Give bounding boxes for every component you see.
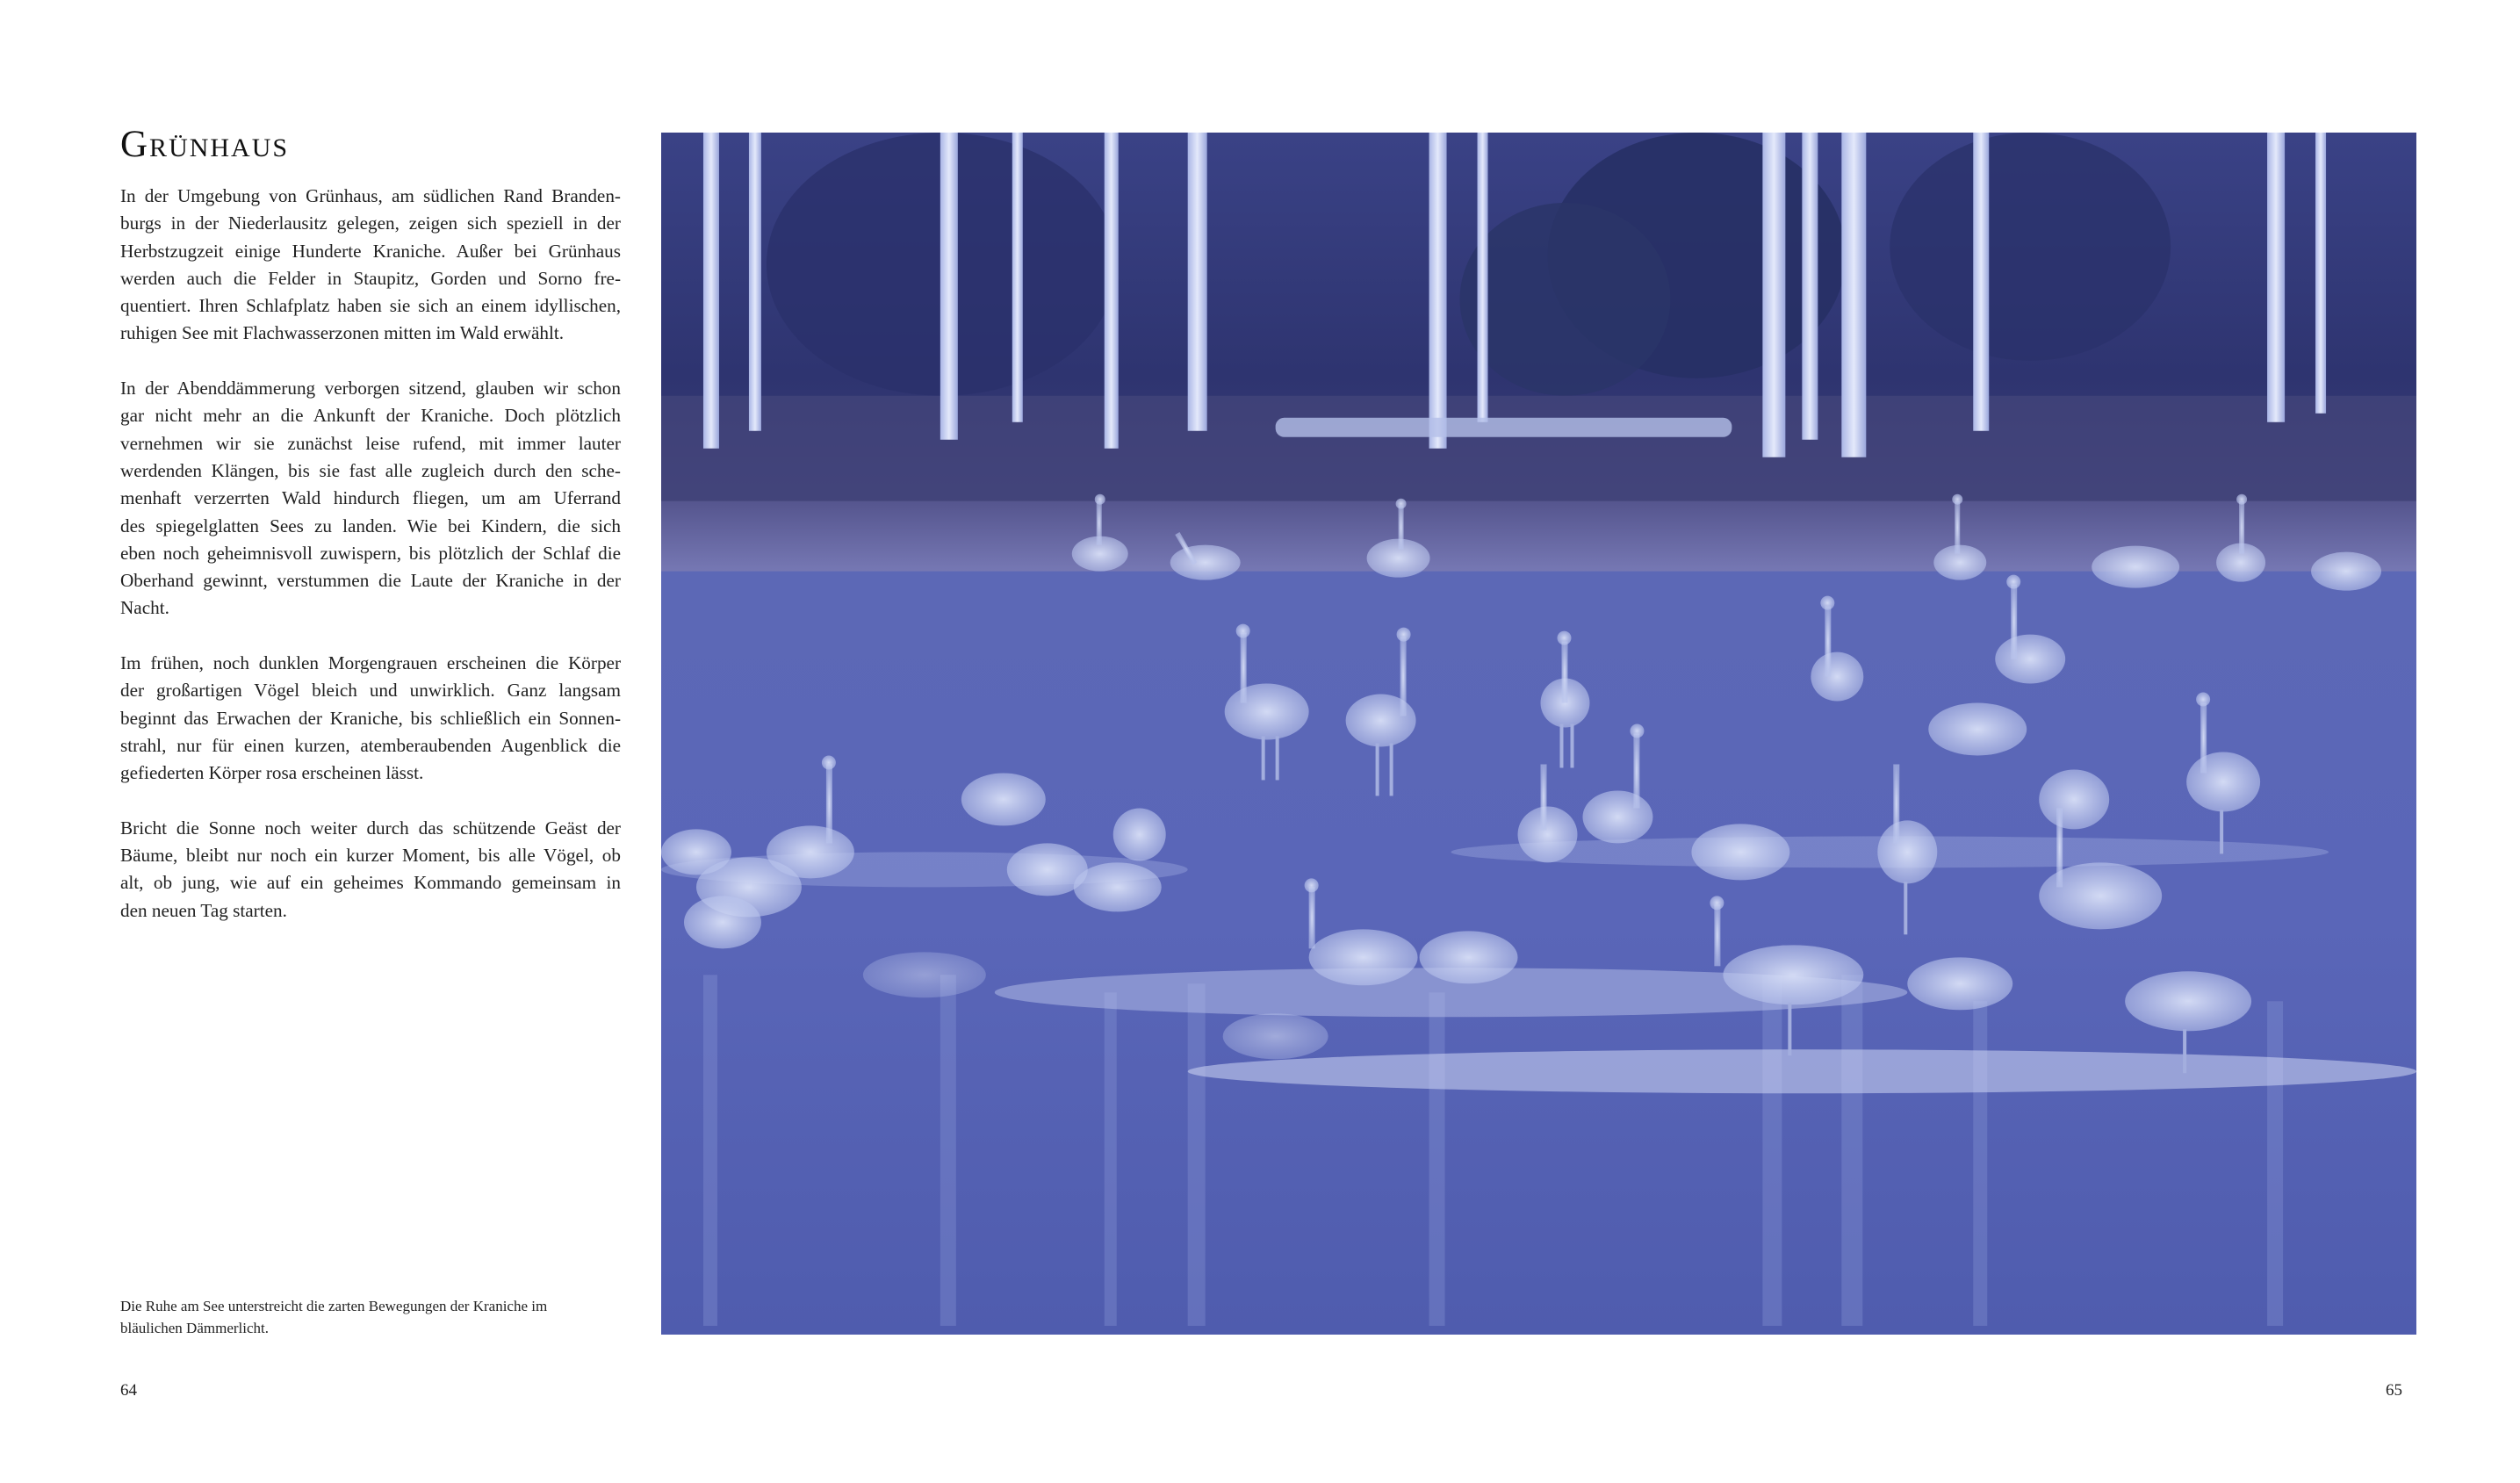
photo-caption	[120, 1295, 594, 1339]
text-line: werden auch die Felder in Staupitz, Gorden und Sorno fre-	[120, 267, 621, 289]
text-line: der großartigen Vögel bleich und unwirklich. Ganz langsam	[120, 680, 621, 702]
page-title: Grünhaus	[120, 124, 290, 165]
body-text	[120, 183, 621, 925]
caption-line: Die Ruhe am See unterstreicht die zarten Bewegungen der Kraniche im	[120, 1298, 548, 1314]
text-line: werdenden Klängen, bis sie fast alle zugleich durch den sche-	[120, 459, 621, 481]
text-line: des spiegelglatten Sees zu landen. Wie bei Kindern, die sich	[120, 515, 621, 536]
text-line: gar nicht mehr an die Ankunft der Kraniche. Doch plötzlich	[120, 405, 621, 427]
body-paragraph	[120, 183, 621, 348]
text-line: In der Umgebung von Grünhaus, am südlichen Rand Branden-	[120, 185, 621, 206]
text-line: gefiederten Körper rosa erscheinen lässt.	[120, 762, 424, 784]
text-line: menhaft verzerrten Wald hindurch fliegen, um am Uferrand	[120, 487, 621, 509]
photo-artwork	[661, 133, 2416, 1335]
text-line: burgs in der Niederlausitz gelegen, zeigen sich speziell in der	[120, 212, 621, 234]
text-line: vernehmen wir sie zunächst leise rufend, mit immer lauter	[120, 432, 621, 454]
text-line: Bäume, bleibt nur noch ein kurzer Moment, bis alle Vögel, ob	[120, 845, 621, 867]
caption-line: bläulichen Dämmerlicht.	[120, 1320, 269, 1336]
text-line: alt, ob jung, wie auf ein geheimes Kommando gemeinsam in	[120, 872, 621, 894]
page-number-right: 65	[2386, 1381, 2402, 1400]
body-paragraph	[120, 815, 621, 925]
crane-lake-photo	[661, 133, 2416, 1335]
text-line: Oberhand gewinnt, verstummen die Laute der Kraniche in der	[120, 570, 621, 592]
body-paragraph	[120, 650, 621, 787]
page-number-left: 64	[120, 1381, 137, 1400]
text-line: Nacht.	[120, 597, 169, 619]
text-line: In der Abenddämmerung verborgen sitzend, glauben wir schon	[120, 378, 621, 400]
text-line: beginnt das Erwachen der Kraniche, bis schließlich ein Sonnen-	[120, 707, 621, 729]
text-line: ruhigen See mit Flachwasserzonen mitten im Wald erwählt.	[120, 322, 565, 344]
text-line: Im frühen, noch dunklen Morgengrauen erscheinen die Körper	[120, 652, 621, 674]
text-line: den neuen Tag starten.	[120, 899, 287, 921]
text-line: quentiert. Ihren Schlafplatz haben sie sich an einem idyllischen,	[120, 295, 621, 317]
text-line: Bricht die Sonne noch weiter durch das schützende Geäst der	[120, 817, 621, 839]
text-line: strahl, nur für einen kurzen, atemberaubenden Augenblick die	[120, 734, 621, 756]
text-line: eben noch geheimnisvoll zuwispern, bis plötzlich der Schlaf die	[120, 542, 621, 564]
text-line: Herbstzugzeit einige Hunderte Kraniche. Außer bei Grünhaus	[120, 240, 621, 262]
body-paragraph	[120, 375, 621, 623]
